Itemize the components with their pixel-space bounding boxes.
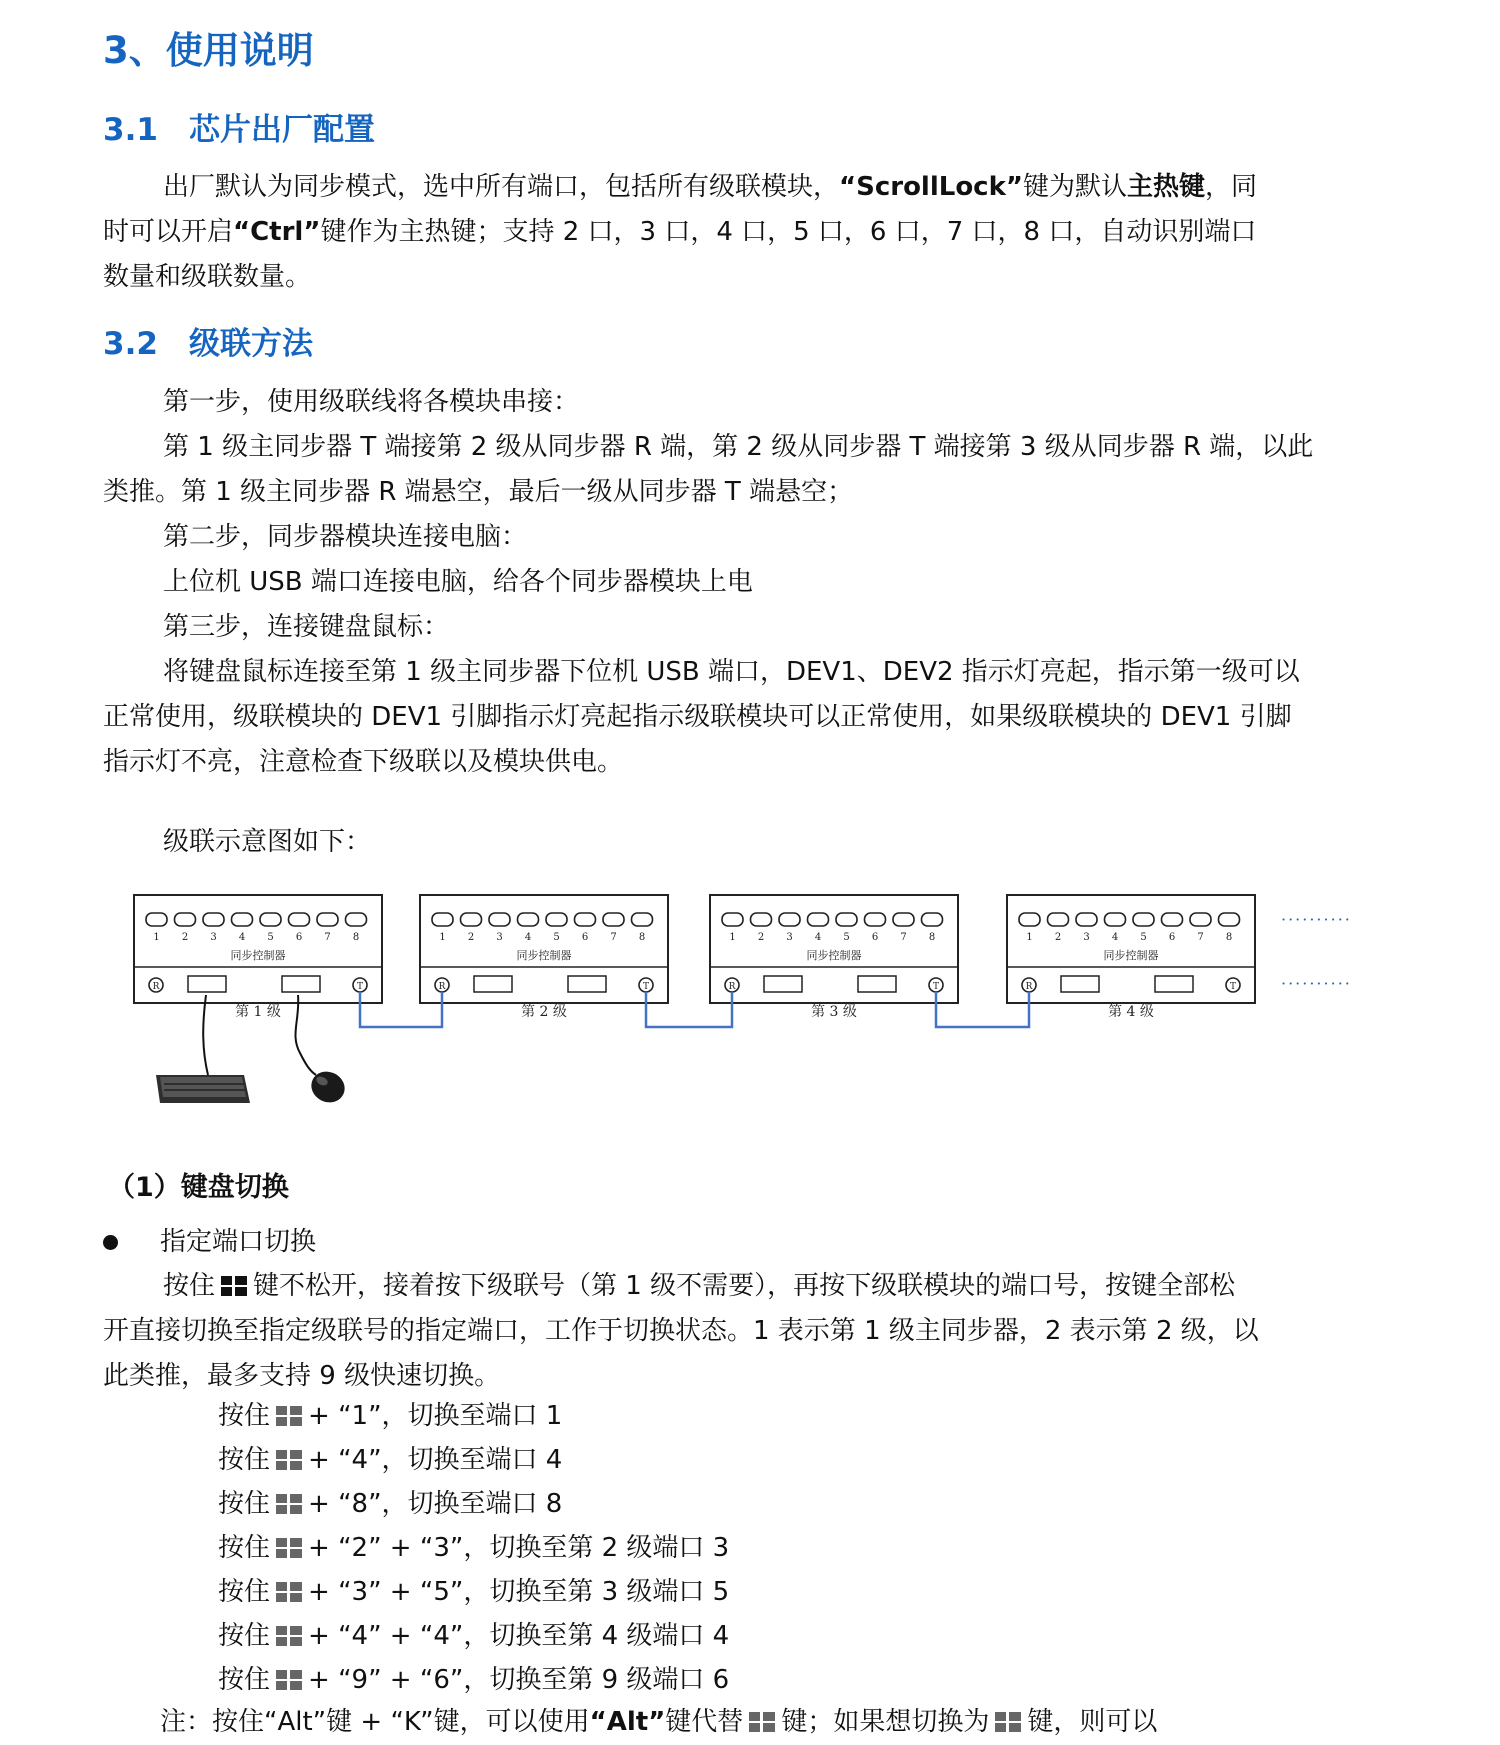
usb-socket — [858, 976, 896, 992]
port-led — [518, 913, 539, 926]
desc-line: 开直接切换至指定级联号的指定端口，工作于切换状态。1 表示第 1 级主同步器，2 表示第 2 级，以 — [103, 1316, 1259, 1346]
port-led — [346, 913, 367, 926]
main-hotkey-text: 主热键 — [1127, 172, 1206, 202]
port-led — [836, 913, 857, 926]
section-3-1-line: 数量和级联数量。 — [103, 262, 312, 292]
windows-key-icon — [276, 1670, 302, 1690]
port-led — [893, 913, 914, 926]
usb-socket — [764, 976, 802, 992]
port-number: 5 — [1140, 932, 1147, 943]
port-number: 5 — [267, 932, 274, 943]
text-span: 时可以开启 — [103, 217, 234, 247]
port-number: 7 — [900, 932, 907, 943]
usb-socket — [1155, 976, 1193, 992]
section-3-1-heading — [103, 104, 375, 149]
combo-text: + “1”，切换至端口 1 — [308, 1401, 563, 1431]
note-line — [160, 1700, 1460, 1745]
usb-socket — [568, 976, 606, 992]
section-3-1-title: 芯片出厂配置 — [189, 112, 375, 148]
section-3-1-body — [103, 165, 1403, 300]
step-line: 指示灯不亮，注意检查下级联以及模块供电。 — [103, 747, 624, 777]
hold-text: 按住 — [218, 1533, 271, 1563]
port-led — [1133, 913, 1154, 926]
combo-line — [218, 1614, 729, 1658]
port-number: 5 — [843, 932, 850, 943]
port-led — [1048, 913, 1069, 926]
port-led — [751, 913, 772, 926]
port-number: 6 — [871, 932, 879, 943]
step-line: 上位机 USB 端口连接电脑，给各个同步器模块上电 — [163, 567, 753, 597]
level-label: 第 2 级 — [521, 1004, 567, 1020]
section-3-2-number: 3.2 — [103, 326, 158, 362]
text-span: ，同 — [1205, 172, 1258, 202]
port-led — [1019, 913, 1040, 926]
note-block — [160, 1700, 1460, 1745]
port-led — [575, 913, 596, 926]
windows-key-icon — [276, 1626, 302, 1646]
port-number: 3 — [786, 932, 793, 943]
usb-socket — [1061, 976, 1099, 992]
keyboard-switch-heading: （1）键盘切换 — [108, 1172, 289, 1203]
r-port-mark: R — [728, 982, 736, 992]
r-port-mark: R — [1025, 982, 1033, 992]
step-line: 第三步，连接键盘鼠标： — [163, 612, 450, 642]
step-line: 第 1 级主同步器 T 端接第 2 级从同步器 R 端，第 2 级从同步器 T 端接第 3 级从同步器 R 端，以此 — [163, 432, 1314, 462]
combo-line — [218, 1658, 729, 1702]
desc-line: 此类推，最多支持 9 级快速切换。 — [103, 1361, 501, 1391]
combo-line — [218, 1482, 562, 1526]
scrolllock-key-text: “ScrollLock” — [839, 172, 1023, 202]
port-number: 4 — [814, 932, 822, 943]
port-number: 6 — [1168, 932, 1176, 943]
sync-module — [420, 895, 668, 1020]
windows-key-icon — [276, 1406, 302, 1426]
module-label: 同步控制器 — [806, 949, 862, 962]
sync-module — [134, 895, 382, 1020]
port-led — [1162, 913, 1183, 926]
alt-key-text: “Alt” — [589, 1707, 666, 1737]
port-led — [1190, 913, 1211, 926]
port-number: 3 — [496, 932, 503, 943]
continuation-dots-top: ·········· — [1281, 910, 1352, 929]
port-number: 4 — [524, 932, 532, 943]
text-span: 键作为主热键；支持 2 口，3 口，4 口，5 口，6 口，7 口，8 口，自动识别端口 — [320, 217, 1257, 247]
port-number: 4 — [238, 932, 246, 943]
port-number: 2 — [467, 932, 475, 943]
combo-line — [218, 1526, 729, 1570]
step-line: 将键盘鼠标连接至第 1 级主同步器下位机 USB 端口，DEV1、DEV2 指示灯亮起，指示第一级可以 — [163, 657, 1300, 687]
keyboard-icon — [156, 1075, 250, 1103]
ctrl-key-text: “Ctrl” — [233, 217, 321, 247]
sync-module — [1007, 895, 1255, 1020]
port-number: 1 — [439, 932, 446, 943]
cascade-diagram — [120, 885, 1380, 1110]
port-led — [317, 913, 338, 926]
port-led — [260, 913, 281, 926]
port-number: 8 — [928, 932, 936, 943]
diagram-caption: 级联示意图如下： — [163, 827, 372, 857]
text-span: 键为默认 — [1022, 172, 1127, 202]
text-span: 键；如果想切换为 — [781, 1707, 990, 1737]
section-3-2-heading — [103, 318, 313, 363]
section-3-2-title: 级联方法 — [189, 326, 313, 362]
port-led — [203, 913, 224, 926]
keyboard-cable — [203, 995, 208, 1075]
combo-text: + “4”，切换至端口 4 — [308, 1445, 563, 1475]
port-number: 6 — [581, 932, 589, 943]
level-label: 第 4 级 — [1108, 1004, 1154, 1020]
bullet-title: 指定端口切换 — [160, 1227, 317, 1257]
windows-key-icon — [221, 1276, 247, 1296]
hold-text: 按住 — [218, 1489, 271, 1519]
text-span: 按住 — [163, 1271, 216, 1301]
step-line: 第一步，使用级联线将各模块串接： — [163, 387, 580, 417]
port-led — [289, 913, 310, 926]
port-number: 7 — [324, 932, 331, 943]
port-led — [489, 913, 510, 926]
combo-text: + “2” + “3”，切换至第 2 级端口 3 — [308, 1533, 730, 1563]
hold-text: 按住 — [218, 1577, 271, 1607]
text-span: 键不松开，接着按下级联号（第 1 级不需要），再按下级联模块的端口号，按键全部松 — [253, 1271, 1236, 1301]
port-number: 1 — [729, 932, 736, 943]
t-port-mark: T — [356, 982, 364, 992]
port-number: 5 — [553, 932, 560, 943]
windows-key-icon — [276, 1582, 302, 1602]
port-led — [175, 913, 196, 926]
mouse-cable — [295, 995, 316, 1075]
combo-line — [218, 1394, 562, 1438]
port-led — [722, 913, 743, 926]
combo-line — [218, 1570, 729, 1614]
text-span: 注：按住“Alt”键 + “K”键，可以使用 — [160, 1707, 590, 1737]
port-led — [461, 913, 482, 926]
step-line: 类推。第 1 级主同步器 R 端悬空，最后一级从同步器 T 端悬空； — [103, 477, 854, 507]
continuation-dots-bottom: ·········· — [1281, 974, 1352, 993]
port-led — [232, 913, 253, 926]
port-led — [1219, 913, 1240, 926]
combo-text: + “9” + “6”，切换至第 9 级端口 6 — [308, 1665, 730, 1695]
module-label: 同步控制器 — [516, 949, 572, 962]
t-port-mark: T — [1229, 982, 1237, 992]
port-number: 1 — [1026, 932, 1033, 943]
bullet-dot — [103, 1235, 118, 1250]
r-port-mark: R — [438, 982, 446, 992]
port-led — [779, 913, 800, 926]
r-port-mark: R — [152, 982, 160, 992]
windows-key-icon — [995, 1712, 1021, 1732]
t-port-mark: T — [642, 982, 650, 992]
hold-text: 按住 — [218, 1621, 271, 1651]
hold-text: 按住 — [218, 1445, 271, 1475]
level-label: 第 3 级 — [811, 1004, 857, 1020]
port-number: 3 — [1083, 932, 1090, 943]
port-number: 7 — [610, 932, 617, 943]
port-number: 4 — [1111, 932, 1119, 943]
port-led — [603, 913, 624, 926]
port-number: 7 — [1197, 932, 1204, 943]
usb-socket — [474, 976, 512, 992]
section-3-1-line — [103, 210, 1403, 255]
bullet-title-block — [160, 1220, 1460, 1265]
port-number: 8 — [352, 932, 360, 943]
diagram-caption-block — [103, 820, 1403, 865]
port-led — [1105, 913, 1126, 926]
page-heading: 3、使用说明 — [103, 29, 314, 72]
section-3-1-line — [103, 165, 1403, 210]
port-number: 2 — [181, 932, 189, 943]
sync-module — [710, 895, 958, 1020]
port-number: 3 — [210, 932, 217, 943]
port-led — [432, 913, 453, 926]
port-led — [808, 913, 829, 926]
windows-key-icon — [749, 1712, 775, 1732]
windows-key-icon — [276, 1450, 302, 1470]
port-led — [146, 913, 167, 926]
port-led — [546, 913, 567, 926]
port-led — [632, 913, 653, 926]
t-port-mark: T — [932, 982, 940, 992]
section-3-1-number: 3.1 — [103, 112, 158, 148]
port-number: 8 — [638, 932, 646, 943]
text-span: 出厂默认为同步模式，选中所有端口，包括所有级联模块， — [163, 172, 840, 202]
hold-text: 按住 — [218, 1401, 271, 1431]
port-led — [922, 913, 943, 926]
port-number: 2 — [757, 932, 765, 943]
level-label: 第 1 级 — [235, 1004, 281, 1020]
combo-text: + “8”，切换至端口 8 — [308, 1489, 563, 1519]
combo-text: + “3” + “5”，切换至第 3 级端口 5 — [308, 1577, 730, 1607]
text-span: 键代替 — [665, 1707, 744, 1737]
usb-socket — [188, 976, 226, 992]
combo-text: + “4” + “4”，切换至第 4 级端口 4 — [308, 1621, 730, 1651]
step-line: 第二步，同步器模块连接电脑： — [163, 522, 528, 552]
port-number: 2 — [1054, 932, 1062, 943]
modules-group — [134, 895, 1255, 1020]
module-label: 同步控制器 — [1103, 949, 1159, 962]
port-led — [865, 913, 886, 926]
hold-text: 按住 — [218, 1665, 271, 1695]
section-3-2-body — [103, 380, 1403, 785]
port-number: 8 — [1225, 932, 1233, 943]
combo-line — [218, 1438, 562, 1482]
desc-line — [103, 1264, 1403, 1309]
port-led — [1076, 913, 1097, 926]
step-line: 正常使用，级联模块的 DEV1 引脚指示灯亮起指示级联模块可以正常使用，如果级联模块的 DEV1 引脚 — [103, 702, 1292, 732]
text-span: 键，则可以 — [1027, 1707, 1158, 1737]
usb-socket — [282, 976, 320, 992]
windows-key-icon — [276, 1538, 302, 1558]
module-label: 同步控制器 — [230, 949, 286, 962]
port-number: 6 — [295, 932, 303, 943]
windows-key-icon — [276, 1494, 302, 1514]
port-number: 1 — [153, 932, 160, 943]
switch-description — [103, 1264, 1403, 1399]
